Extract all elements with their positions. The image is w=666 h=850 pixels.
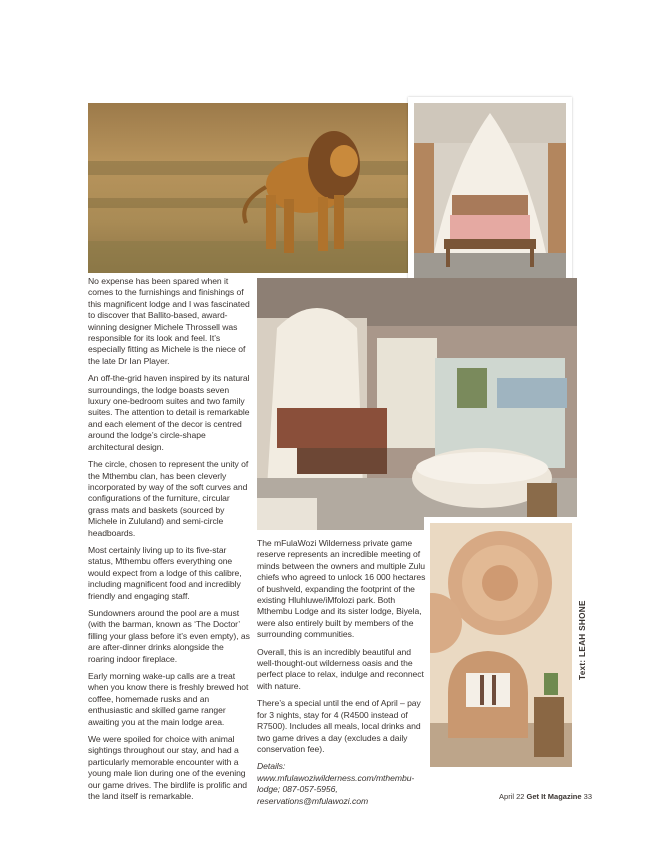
article-paragraph: Overall, this is an incredibly beautiful and well-thought-out wilderness oasis and the perfect place to relax, indulge and reconnect with nature. bbox=[257, 646, 424, 691]
article-paragraph: We were spoiled for choice with animal sightings throughout our stay, and had a particularly memorable encounter with a young male lion during one of the evening our game drives. The birdlife is prolific and the land itself is remarkable. bbox=[88, 734, 248, 802]
woven-chair-frame bbox=[424, 517, 578, 773]
lion-photo bbox=[88, 103, 410, 273]
article-paragraph: Early morning wake-up calls are a treat when you know there is freshly brewed hot coffee, homemade rusks and an enthusiastic and skilled game ranger awaiting you at the main lodge area. bbox=[88, 671, 249, 727]
woven-chair-photo bbox=[430, 523, 572, 767]
suite-interior-photo bbox=[257, 278, 577, 530]
canopy-bed-frame bbox=[408, 97, 572, 292]
issue-date: April 22 bbox=[499, 792, 525, 801]
canopy-bed-photo bbox=[414, 103, 566, 286]
text-credit: Text: LEAH SHONE bbox=[578, 600, 587, 680]
page-number: 33 bbox=[583, 792, 592, 801]
article-paragraph: The mFulaWozi Wilderness private game reserve represents an incredible meeting of minds between the owners and multiple Zulu chiefs who agreed to unlock 16 000 hectares of bushveld, expanding the footprint of the existing Hluhluwe/iMfolozi park. Both Mthembu Lodge and its sister lodge, Biyela, were also entirely built by members of the surrounding communities. bbox=[257, 538, 426, 640]
article-paragraph: An off-the-grid haven inspired by its natural surroundings, the lodge boasts seven luxury one-bedroom suites and two family suites. The attention to detail is remarkable and each element of the decor is centred around the lodge’s circle-shape architectural design. bbox=[88, 373, 250, 452]
page-folio bbox=[499, 792, 592, 801]
article-left-column bbox=[88, 276, 252, 808]
article-paragraph: No expense has been spared when it comes to the furnishings and finishings of this magnificent lodge and I was fascinated to discover that Ballito-based, award-winning designer Michele Throssell was responsible for its look and feel. It’s especially fitting as Michele is the niece of the late Dr Ian Player. bbox=[88, 276, 250, 366]
article-middle-column bbox=[257, 538, 429, 813]
article-paragraph: Most certainly living up to its five-star status, Mthembu offers everything one would expect from a lodge of this calibre, including magnificent food and incredibly friendly and engaging staff. bbox=[88, 544, 242, 601]
article-paragraph: The circle, chosen to represent the unity of the Mthembu clan, has been cleverly incorporated by way of the soft curves and configurations of the furniture, circular grass mats and baskets (sourced by Michele in Zululand) and semi-circle headboards. bbox=[88, 459, 249, 538]
article-paragraph: There’s a special until the end of April – pay for 3 nights, stay for 4 (R4500 instead of R7500). Includes all meals, local drinks and two game drives a day (excludes a daily conservation fee). bbox=[257, 698, 421, 754]
details-link[interactable]: Details: www.mfulawoziwilderness.com/mthembu-lodge; 087-057-5956, reservations@mfulawozi.com bbox=[257, 761, 415, 806]
magazine-name: Get It Magazine bbox=[526, 792, 582, 801]
article-paragraph: Sundowners around the pool are a must (with the barman, known as ‘The Doctor’ filling your glass before it’s even empty), as are after-dinner drinks alongside the roaring indoor fireplace. bbox=[88, 607, 250, 664]
